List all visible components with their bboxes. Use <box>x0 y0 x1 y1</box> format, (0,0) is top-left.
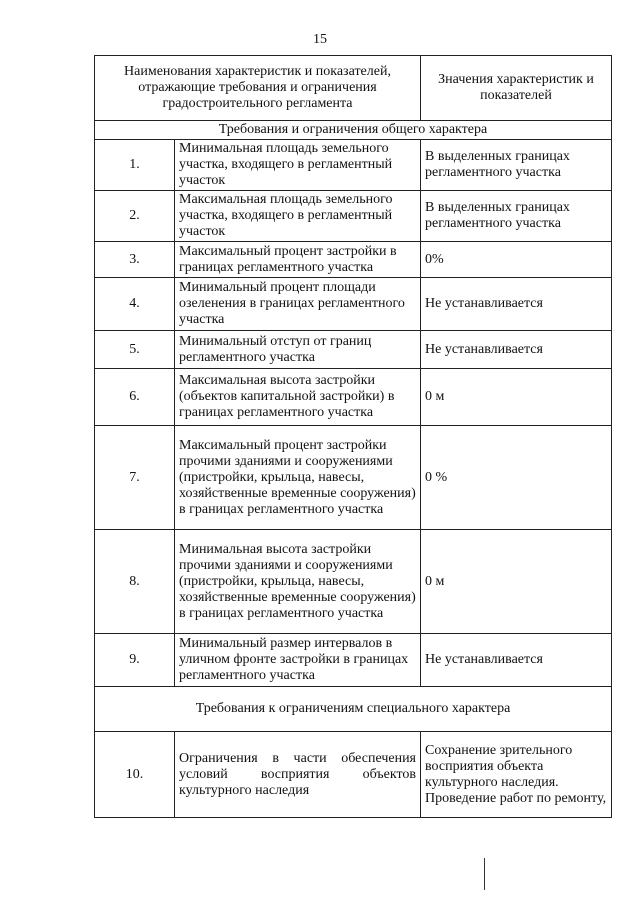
row-number: 8. <box>95 530 175 634</box>
regulation-table <box>94 55 612 818</box>
section-row-special <box>95 687 612 732</box>
section-title-special: Требования к ограничениям специального характера <box>95 687 612 732</box>
table-row <box>95 530 612 634</box>
row-value: В выделенных границах регламентного участка <box>421 140 612 191</box>
row-characteristic: Максимальная высота застройки (объектов капитальной застройки) в границах регламентного участка <box>175 369 421 426</box>
row-number: 2. <box>95 191 175 242</box>
row-value: Не устанавливается <box>421 331 612 369</box>
row-characteristic: Максимальная площадь земельного участка, входящего в регламентный участок <box>175 191 421 242</box>
row-number: 9. <box>95 634 175 687</box>
table-row <box>95 191 612 242</box>
row-number: 10. <box>95 732 175 818</box>
row-value: Не устанавливается <box>421 634 612 687</box>
row-characteristic: Ограничения в части обеспечения условий восприятия объектов культурного наследия <box>175 732 421 818</box>
row-value: 0 % <box>421 426 612 530</box>
row-number: 7. <box>95 426 175 530</box>
section-row-general <box>95 121 612 140</box>
row-characteristic: Минимальный отступ от границ регламентного участка <box>175 331 421 369</box>
page-number: 15 <box>313 32 327 47</box>
row-characteristic: Максимальный процент застройки в границах регламентного участка <box>175 242 421 278</box>
table-row <box>95 331 612 369</box>
row-number: 4. <box>95 278 175 331</box>
table-row <box>95 140 612 191</box>
row-value: В выделенных границах регламентного участка <box>421 191 612 242</box>
row-characteristic: Минимальный процент площади озеленения в границах регламентного участка <box>175 278 421 331</box>
table-row <box>95 369 612 426</box>
row-characteristic: Минимальная площадь земельного участка, входящего в регламентный участок <box>175 140 421 191</box>
page-edge-mark <box>484 858 485 890</box>
row-characteristic: Минимальная высота застройки прочими зданиями и сооружениями (пристройки, крыльца, навесы, хозяйственные временные сооружения) в границах регламентного участка <box>175 530 421 634</box>
row-number: 5. <box>95 331 175 369</box>
section-title-general: Требования и ограничения общего характера <box>95 121 612 140</box>
row-characteristic: Минимальный размер интервалов в уличном фронте застройки в границах регламентного участка <box>175 634 421 687</box>
row-value: Не устанавливается <box>421 278 612 331</box>
table-row <box>95 242 612 278</box>
table-row <box>95 732 612 818</box>
table-row <box>95 426 612 530</box>
row-value: 0% <box>421 242 612 278</box>
header-value-cell: Значения характеристик и показателей <box>421 56 612 121</box>
row-characteristic: Максимальный процент застройки прочими зданиями и сооружениями (пристройки, крыльца, навесы, хозяйственные временные сооружения) в границах регламентного участка <box>175 426 421 530</box>
row-value: 0 м <box>421 369 612 426</box>
table-row <box>95 278 612 331</box>
row-value: Сохранение зрительного восприятия объекта культурного наследия. Проведение работ по ремонту, <box>421 732 612 818</box>
row-number: 6. <box>95 369 175 426</box>
row-number: 1. <box>95 140 175 191</box>
row-value: 0 м <box>421 530 612 634</box>
row-number: 3. <box>95 242 175 278</box>
table-header-row <box>95 56 612 121</box>
header-name-cell: Наименования характеристик и показателей, отражающие требования и ограничения градостроительного регламента <box>95 56 421 121</box>
table-row <box>95 634 612 687</box>
